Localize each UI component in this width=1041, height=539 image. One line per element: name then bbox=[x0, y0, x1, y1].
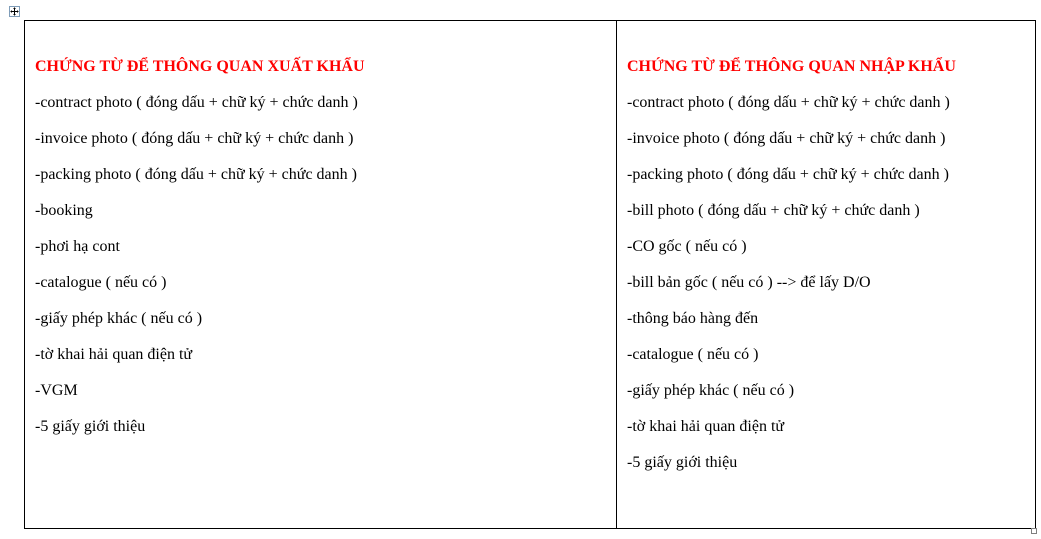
export-documents-cell[interactable] bbox=[25, 21, 617, 529]
customs-documents-table bbox=[24, 20, 1036, 529]
import-item-catalogue: -catalogue ( nếu có ) bbox=[627, 346, 759, 363]
export-item-introduction-letters: -5 giấy giới thiệu bbox=[35, 418, 146, 435]
export-item-phoi-ha-cont: -phơi hạ cont bbox=[35, 238, 120, 255]
table-resize-handle[interactable] bbox=[1031, 528, 1037, 534]
import-item-bill-photo: -bill photo ( đóng dấu + chữ ký + chức danh ) bbox=[627, 202, 920, 219]
export-column-title: CHỨNG TỪ ĐỂ THÔNG QUAN XUẤT KHẨU bbox=[35, 58, 365, 75]
import-item-e-customs-declaration: -tờ khai hải quan điện tử bbox=[627, 418, 785, 435]
import-documents-cell[interactable] bbox=[617, 21, 1036, 529]
export-item-invoice-photo: -invoice photo ( đóng dấu + chữ ký + chức danh ) bbox=[35, 130, 354, 147]
export-item-booking: -booking bbox=[35, 202, 93, 219]
import-item-introduction-letters: -5 giấy giới thiệu bbox=[627, 454, 738, 471]
import-item-arrival-notice: -thông báo hàng đến bbox=[627, 310, 759, 327]
move-arrows-icon bbox=[10, 7, 19, 16]
import-item-packing-photo: -packing photo ( đóng dấu + chữ ký + chức danh ) bbox=[627, 166, 949, 183]
export-item-catalogue: -catalogue ( nếu có ) bbox=[35, 274, 167, 291]
export-item-e-customs-declaration: -tờ khai hải quan điện tử bbox=[35, 346, 193, 363]
import-item-original-bill: -bill bản gốc ( nếu có ) --> để lấy D/O bbox=[627, 274, 871, 291]
import-item-co-original: -CO gốc ( nếu có ) bbox=[627, 238, 747, 255]
export-item-packing-photo: -packing photo ( đóng dấu + chữ ký + chức danh ) bbox=[35, 166, 357, 183]
import-item-contract-photo: -contract photo ( đóng dấu + chữ ký + chức danh ) bbox=[627, 94, 950, 111]
import-column-title: CHỨNG TỪ ĐỂ THÔNG QUAN NHẬP KHẨU bbox=[627, 58, 956, 75]
table-row bbox=[25, 21, 1036, 529]
export-item-vgm: -VGM bbox=[35, 382, 78, 399]
export-item-contract-photo: -contract photo ( đóng dấu + chữ ký + chức danh ) bbox=[35, 94, 358, 111]
export-item-other-permits: -giấy phép khác ( nếu có ) bbox=[35, 310, 203, 327]
import-item-invoice-photo: -invoice photo ( đóng dấu + chữ ký + chức danh ) bbox=[627, 130, 946, 147]
import-item-other-permits: -giấy phép khác ( nếu có ) bbox=[627, 382, 795, 399]
table-move-handle[interactable] bbox=[9, 6, 20, 17]
